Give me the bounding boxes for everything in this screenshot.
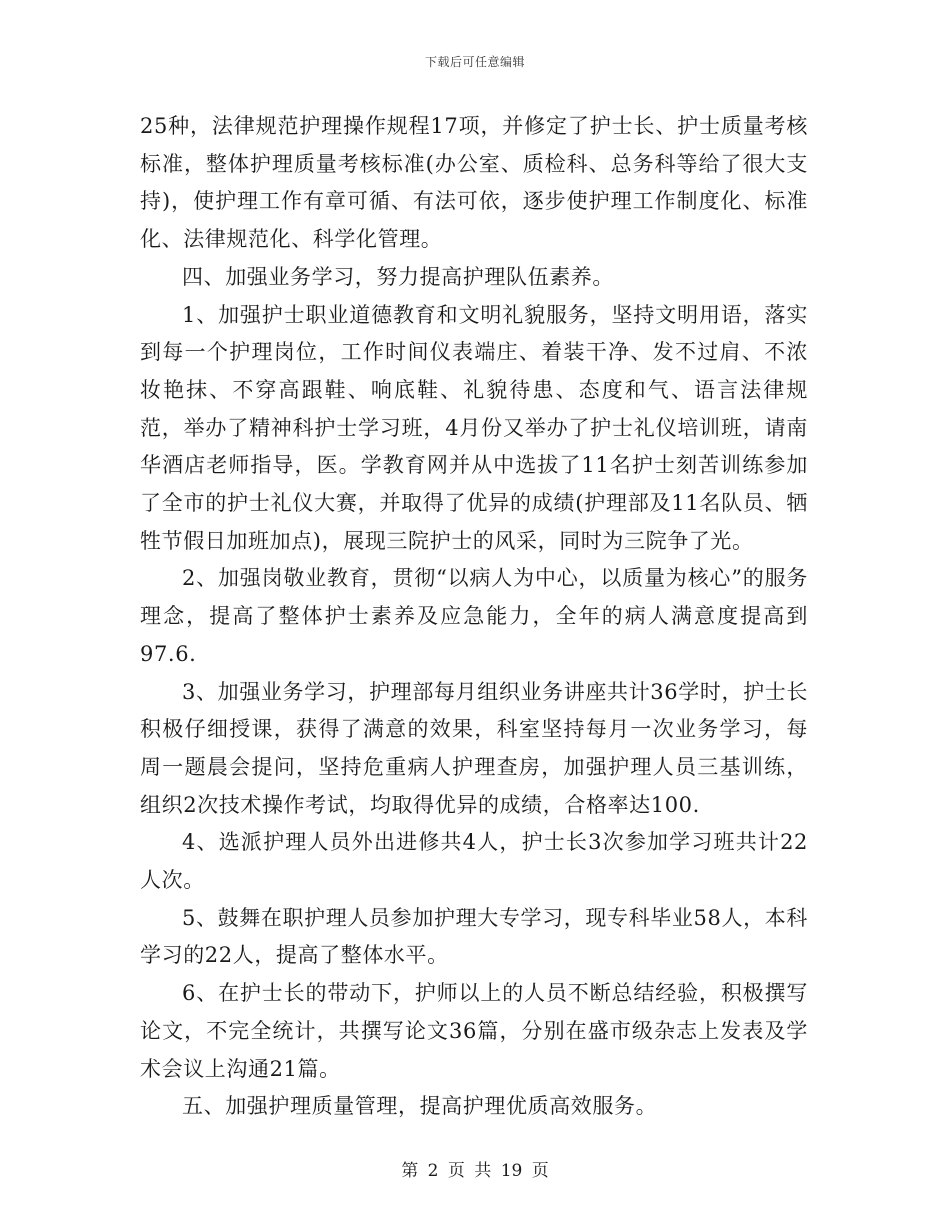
section-heading: 五、加强护理质量管理，提高护理优质高效服务。 [182, 1094, 658, 1119]
section-heading: 四、加强业务学习，努力提高护理队伍素养。 [182, 264, 614, 289]
paragraph: 25种，法律规范护理操作规程17项，并修定了护士长、护士质量考核标准，整体护理质量考核标准(办公室、质检科、总务科等给了很大支持)，使护理工作有章可循、有法可依，逐步使护理工作制度化、标准化、法律规范化、科学化管理。 [140, 114, 808, 252]
paragraph: 2、加强岗敬业教育，贯彻“以病人为中心，以质量为核心”的服务理念，提高了整体护士素养及应急能力，全年的病人满意度提高到97.6. [140, 566, 808, 666]
page-footer: 第 2 页 共 19 页 [401, 1161, 549, 1181]
page-header: 下载后可任意编辑 [424, 55, 525, 69]
document-body [140, 108, 808, 1126]
paragraph: 3、加强业务学习，护理部每月组织业务讲座共计36学时，护士长积极仔细授课，获得了满意的效果，科室坚持每月一次业务学习，每周一题晨会提问，坚持危重病人护理查房，加强护理人员三基训练，组织2次技术操作考试，均取得优异的成绩，合格率达100. [140, 679, 808, 817]
paragraph: 6、在护士长的带动下，护师以上的人员不断总结经验，积极撰写论文，不完全统计，共撰写论文36篇，分别在盛市级杂志上发表及学术会议上沟通21篇。 [140, 981, 808, 1081]
paragraph: 4、选派护理人员外出进修共4人，护士长3次参加学习班共计22人次。 [140, 830, 808, 893]
paragraph: 1、加强护士职业道德教育和文明礼貌服务，坚持文明用语，落实到每一个护理岗位，工作时间仪表端庄、着装干净、发不过肩、不浓妆艳抹、不穿高跟鞋、响底鞋、礼貌待患、态度和气、语言法律规范，举办了精神科护士学习班，4月份又举办了护士礼仪培训班，请南华酒店老师指导，医。学教育网并从中选拔了11名护士刻苦训练参加了全市的护士礼仪大赛，并取得了优异的成绩(护理部及11名队员、牺牲节假日加班加点)，展现三院护士的风采，同时为三院争了光。 [140, 302, 808, 553]
paragraph: 5、鼓舞在职护理人员参加护理大专学习，现专科毕业58人，本科学习的22人，提高了整体水平。 [140, 905, 808, 968]
